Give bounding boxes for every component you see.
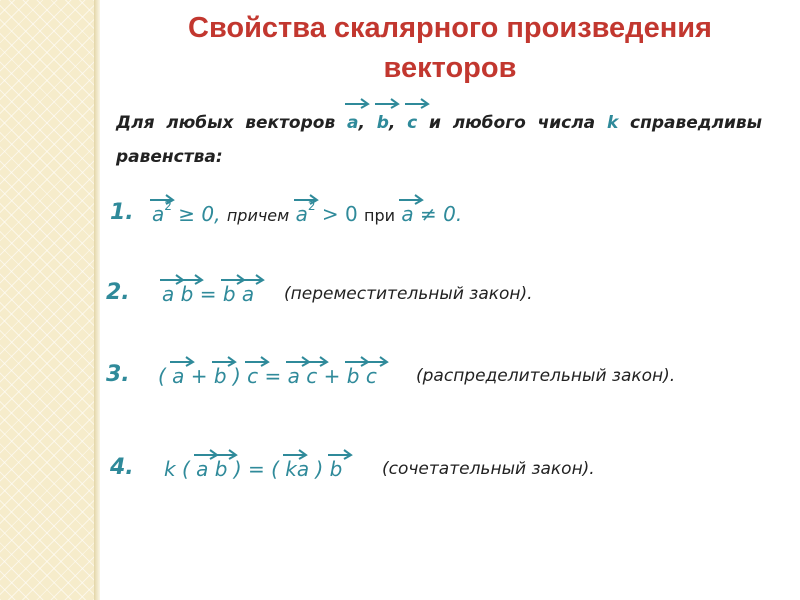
vector-a: a: [347, 106, 358, 140]
vector-b: b: [377, 106, 389, 140]
property-note: (распределительный закон).: [416, 366, 676, 386]
property-number: 1.: [110, 200, 134, 225]
property-number: 3.: [106, 362, 130, 387]
property-1: [110, 200, 710, 234]
vector-symbol: c: [366, 364, 377, 388]
vector-symbol: c: [247, 364, 258, 388]
sidebar-shadow: [94, 0, 100, 600]
vector-symbol: b: [214, 364, 227, 388]
vector-symbol: ka: [285, 457, 309, 481]
intro-paragraph: Для любых векторов a , b , c и любого числа k справедливы равенства:: [116, 106, 762, 174]
title-line-2: векторов: [383, 52, 517, 84]
vector-arrow-icon: [302, 355, 330, 367]
property-2: [106, 280, 706, 314]
vector-arrow-icon: [210, 355, 238, 367]
vector-arrow-icon: [343, 97, 371, 109]
vector-arrow-icon: [238, 273, 266, 285]
scalar-k: k: [606, 113, 619, 133]
property-formula: a $^2$ ≥ 0, причем a $^2$ > 0 при a ≠ 0.: [152, 202, 462, 226]
property-number: 4.: [110, 455, 134, 480]
intro-lead: Для любых векторов: [116, 113, 336, 133]
vector-arrow-icon: [168, 355, 196, 367]
vector-symbol: b: [223, 282, 236, 306]
intro-middle: и любого числа: [429, 113, 596, 133]
slide-title: [100, 8, 800, 88]
property-4: [110, 455, 710, 489]
property-number: 2.: [106, 280, 130, 305]
vector-symbol: a: [172, 364, 184, 388]
vector-symbol: c: [306, 364, 317, 388]
vector-arrow-icon: [292, 193, 320, 205]
vector-symbol: b: [215, 457, 228, 481]
vector-arrow-icon: [397, 193, 425, 205]
vector-arrow-icon: [243, 355, 271, 367]
vector-symbol: a: [242, 282, 254, 306]
vector-symbol: a: [152, 202, 164, 226]
vector-arrow-icon: [362, 355, 390, 367]
vector-c: c: [407, 106, 417, 140]
vector-symbol: b: [181, 282, 194, 306]
vector-symbol: a: [162, 282, 174, 306]
decorative-sidebar: [0, 0, 94, 600]
intro-tail: справедливы равенства:: [116, 113, 763, 167]
vector-arrow-icon: [403, 97, 431, 109]
vector-arrow-icon: [177, 273, 205, 285]
vector-symbol: b: [347, 364, 360, 388]
property-note: (сочетательный закон).: [382, 459, 595, 479]
vector-arrow-icon: [211, 448, 239, 460]
property-formula: k ( a b ) = ( ka ) b: [164, 457, 342, 481]
vector-symbol: a: [196, 457, 208, 481]
vector-arrow-icon: [281, 448, 309, 460]
vector-symbol: a: [401, 202, 413, 226]
property-formula: ( a + b ) c = a c + b c: [158, 364, 377, 388]
vector-arrow-icon: [326, 448, 354, 460]
property-3: [106, 362, 766, 396]
property-note: (переместительный закон).: [284, 284, 533, 304]
vector-symbol: a: [296, 202, 308, 226]
property-formula: a b = b a: [162, 282, 254, 306]
vector-symbol: a: [288, 364, 300, 388]
vector-arrow-icon: [373, 97, 401, 109]
title-line-1: Свойства скалярного произведения: [188, 12, 712, 44]
vector-symbol: b: [330, 457, 343, 481]
